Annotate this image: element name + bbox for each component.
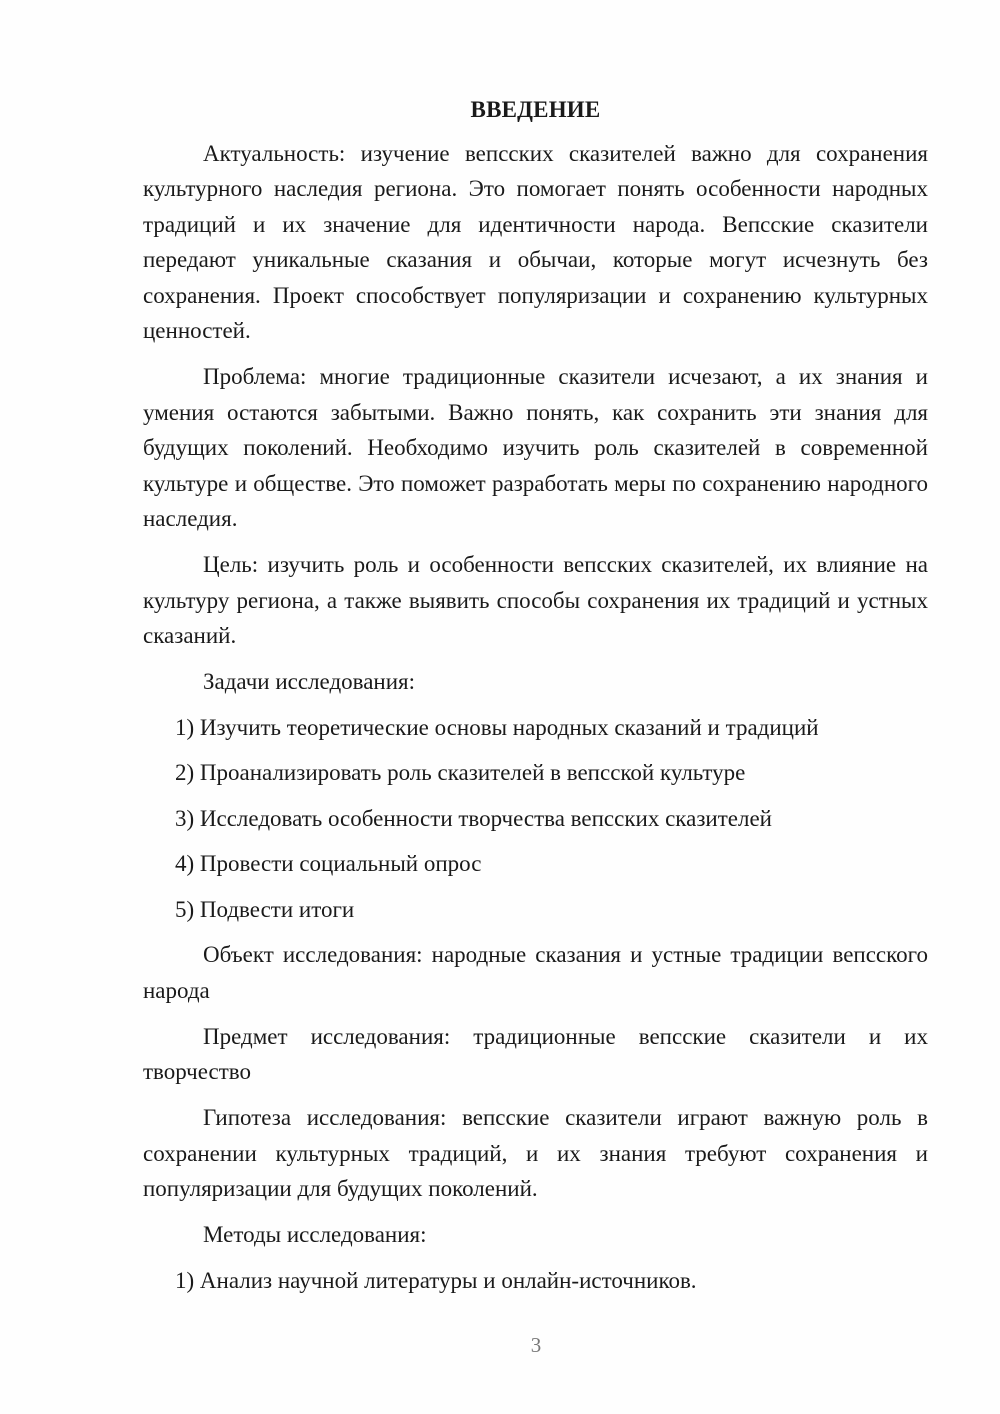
page-title: ВВЕДЕНИЕ — [470, 97, 601, 122]
problem-paragraph: Проблема: многие традиционные сказители исчезают, а их знания и умения остаются забытыми. Важно понять, как сохранить эти знания для будущих поколений. Необходимо изучить роль сказителей в современной культуре и обществе. Это поможет разработать меры по сохранению народного наследия. — [143, 364, 928, 531]
object-paragraph: Объект исследования: народные сказания и устные традиции вепсского народа — [143, 942, 928, 1003]
method-item-1: 1) Анализ научной литературы и онлайн-источников. — [175, 1267, 697, 1293]
task-item-3: 3) Исследовать особенности творчества вепсских сказителей — [175, 805, 772, 831]
tasks-label: Задачи исследования: — [203, 669, 416, 694]
task-item-1: 1) Изучить теоретические основы народных сказаний и традиций — [175, 714, 819, 740]
task-item-2: 2) Проанализировать роль сказителей в вепсской культуре — [175, 760, 746, 785]
page-content — [143, 92, 928, 1308]
relevance-paragraph: Актуальность: изучение вепсских сказителей важно для сохранения культурного наследия региона. Это помогает понять особенности народных традиций и их значение для идентичности народа. Вепсские сказители передают уникальные сказания и обычаи, которые могут исчезнуть без сохранения. Проект способствует популяризации и сохранению культурных ценностей. — [143, 140, 928, 343]
task-item-5: 5) Подвести итоги — [175, 896, 355, 922]
page-number: 3 — [530, 1333, 542, 1357]
subject-paragraph: Предмет исследования: традиционные вепсские сказители и их творчество — [143, 1023, 928, 1084]
goal-paragraph: Цель: изучить роль и особенности вепсских сказителей, их влияние на культуру региона, а также выявить способы сохранения их традиций и устных сказаний. — [143, 552, 928, 648]
hypothesis-paragraph: Гипотеза исследования: вепсские сказители играют важную роль в сохранении культурных традиций, и их знания требуют сохранения и популяризации для будущих поколений. — [143, 1105, 928, 1201]
task-item-4: 4) Провести социальный опрос — [175, 851, 482, 876]
methods-label: Методы исследования: — [203, 1222, 427, 1247]
